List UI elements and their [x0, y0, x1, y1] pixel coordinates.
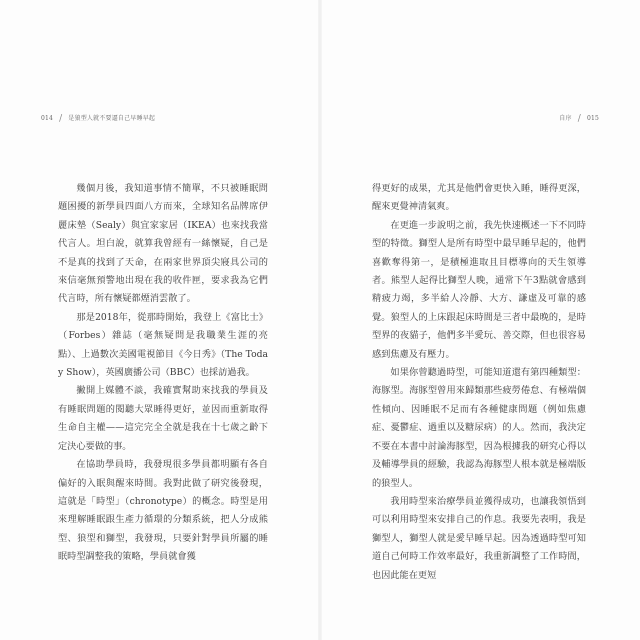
paragraph: 如果你曾聽過時型，可能知道還有第四種類型：海豚型。海豚型曾用來歸類那些疲勞倦怠、有極端個性傾向、因睡眠不足而有各種健康問題（例如焦慮症、憂鬱症、過重以及糖尿病）的人。然而，我決定不要在本書中討論海豚型，因為根據我的研究心得以及輔導學員的經驗，我認為海豚型人根本就是極端版的狼型人。	[372, 367, 586, 489]
right-page-body	[372, 180, 586, 585]
header-divider: /	[59, 114, 63, 124]
paragraph: 我用時型來治療學員並獲得成功，也讓我領悟到可以利用時型來安排自己的作息。我要先表明，我是獅型人，獅型人就是愛早睡早起。因為透過時型可知道自己何時工作效率最好，我重新調整了工作時間，也因此能在更短	[372, 495, 586, 581]
paragraph: 撇開上媒體不談，我確實幫助來找我的學員及有睡眠問題的閱聽大眾睡得更好，並因而重新取得生命自主權——這完完全全就是我在十七歲之齡下定決心要做的事。	[58, 385, 268, 452]
right-running-title: 自序	[559, 115, 572, 122]
paragraph: 得更好的成果，尤其是他們會更快入睡，睡得更深，醒來更覺神清氣爽。	[372, 183, 586, 213]
right-page-header	[559, 113, 599, 123]
right-page-number: 015	[586, 115, 599, 122]
paragraph: 在協助學員時，我發現很多學員都明顯有各自偏好的入眠與醒來時間。我對此做了研究後發現，這就是「時型」（chronotype）的概念。時型是用來理解睡眠跟生產力循環的分類系統，把人分成熊型、狼型和獅型，我發現，只要針對學員所屬的睡眠時型調整我的策略，學員就會獲	[58, 459, 268, 563]
paragraph: 那是2018年，從那時開始，我登上《富比士》（Forbes）雜誌（毫無疑問是我職業生涯的亮點）、上過數次美國電視節目《今日秀》（The Today Show），英國廣播公司（BBC）也採訪過我。	[58, 311, 268, 379]
paragraph: 幾個月後，我知道事情不簡單，不只被睡眠問題困擾的新學員四面八方而來，全球知名品牌席伊麗床墊（Sealy）與宜家家居（IKEA）也來找我當代言人。坦白說，就算我曾經有一絲懷疑，自己是不是真的找到了天命，在兩家世界頂尖寢具公司的來信毫無預警地出現在我的收件匣，要求我為它們代言時，所有懷疑都煙消雲散了。	[58, 183, 268, 305]
left-page-number: 014	[41, 115, 54, 122]
right-page	[320, 0, 640, 640]
left-page-body	[58, 180, 268, 567]
header-divider: /	[577, 114, 581, 124]
left-page-header	[41, 113, 155, 123]
paragraph: 在更進一步說明之前，我先快速概述一下不同時型的特徵。獅型人是所有時型中最早睡早起的，他們喜歡奪得第一，是積極進取且目標導向的天生領導者。熊型人起得比獅型人晚，通常下午3點就會感到精疲力竭，多半給人冷靜、大方、謙虛及可靠的感覺。狼型人的上床跟起床時間是三者中最晚的，是時型界的夜貓子，他們多半愛玩、善交際，但也很容易感到焦慮及有壓力。	[372, 219, 586, 360]
left-running-title: 是狼型人就不要逼自己早睡早起	[68, 115, 156, 122]
